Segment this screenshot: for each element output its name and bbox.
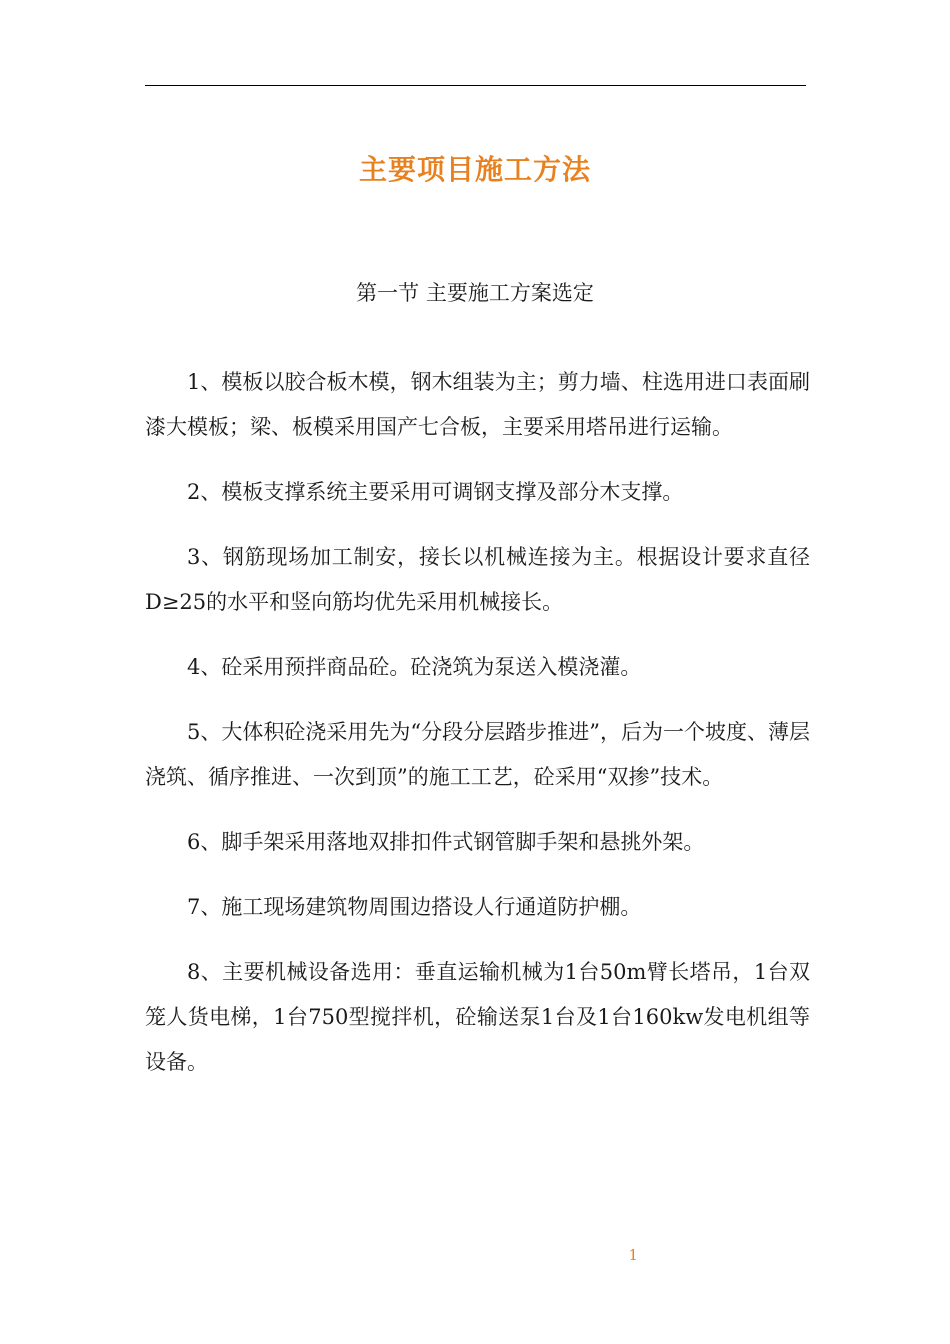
section-heading: 第一节 主要施工方案选定 [356,281,594,305]
paragraph-8: 8、主要机械设备选用：垂直运输机械为1台50m臂长塔吊，1台双笼人货电梯，1台750型搅拌机，砼输送泵1台及1台160kw发电机组等设备。 [145,960,810,1074]
page-number: 1 [628,1246,638,1264]
paragraph-2: 2、模板支撑系统主要采用可调钢支撑及部分木支撑。 [187,480,684,504]
paragraph-6: 6、脚手架采用落地双排扣件式钢管脚手架和悬挑外架。 [187,830,705,854]
paragraph-4: 4、砼采用预拌商品砼。砼浇筑为泵送入模浇灌。 [187,655,642,679]
paragraph-1: 1、模板以胶合板木模，钢木组装为主；剪力墙、柱选用进口表面刷漆大模板；梁、板模采用国产七合板，主要采用塔吊进行运输。 [145,370,810,439]
document-title: 主要项目施工方法 [358,153,591,186]
paragraph-7: 7、施工现场建筑物周围边搭设人行通道防护棚。 [187,895,642,919]
header-rule [145,85,806,86]
paragraph-3: 3、钢筋现场加工制安，接长以机械连接为主。根据设计要求直径D≥25的水平和竖向筋均优先采用机械接长。 [145,545,810,614]
document-body [145,360,810,1105]
paragraph-5: 5、大体积砼浇采用先为“分段分层踏步推进”，后为一个坡度、薄层浇筑、循序推进、一次到顶”的施工工艺，砼采用“双掺”技术。 [145,720,810,789]
